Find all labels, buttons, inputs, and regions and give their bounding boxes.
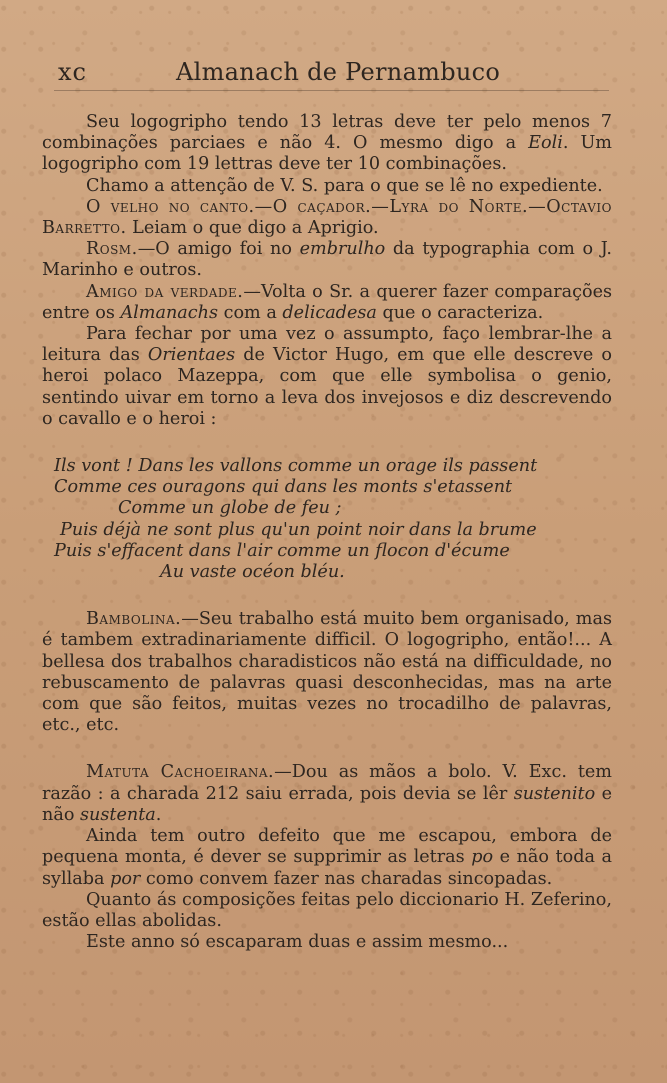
paragraph-este-anno: Este anno só escaparam duas e assim mesmo... bbox=[86, 932, 509, 953]
page-header bbox=[58, 58, 607, 92]
paragraph-rosm: Rosm.—O amigo foi no embrulho da typographia com o J. Marinho e outros. bbox=[42, 239, 612, 281]
paragraph-amigo-da-verdade: Amigo da verdade.—Volta o Sr. a querer fazer comparações entre os Almanachs com a delicadesa que o caracteriza. bbox=[42, 281, 613, 323]
poem-quotation bbox=[54, 456, 612, 583]
poem-line: Puis déjà ne sont plus qu'un point noir dans la brume bbox=[60, 519, 537, 540]
poem-line: Puis s'effacent dans l'air comme un flocon d'écume bbox=[54, 540, 510, 561]
poem-line: Ils vont ! Dans les vallons comme un orage ils passent bbox=[54, 456, 538, 477]
paragraph-mazeppa: Para fechar por uma vez o assumpto, faço lembrar-lhe a leitura das Orientaes de Victor Hugo, em que elle descreve o heroi polaco Mazeppa, com que elle symbolisa o genio, sentindo uivar em torno a leva dos invejosos e diz descrevendo o cavallo e o heroi : bbox=[42, 324, 612, 429]
paragraph-diccionario: Quanto ás composições feitas pelo diccionario H. Zeferino, estão ellas abolidas. bbox=[42, 889, 612, 931]
paragraph-aprigio: O velho no canto.—O caçador.—Lyra do Norte.—Octavio Barretto. Leiam o que digo a Aprigio. bbox=[42, 196, 612, 239]
running-title: Almanach de Pernambuco bbox=[176, 58, 501, 86]
paragraph-logogripho: Seu logogripho tendo 13 letras deve ter pelo menos 7 combinações parciaes e não 4. O mesmo digo a Eoli. Um logogripho com 19 lettras deve ter 10 combinações. bbox=[42, 112, 612, 175]
paragraph-matuta: Matuta Cachoeirana.—Dou as mãos a bolo. V. Exc. tem razão : a charada 212 saiu errada, pois devia se lêr sustenito e não sustenta. bbox=[42, 762, 613, 825]
paragraph-gap bbox=[42, 736, 612, 762]
poem-line: Comme un globe de feu ; bbox=[118, 498, 342, 519]
page-number: xc bbox=[58, 58, 87, 86]
paragraph-expediente: Chamo a attenção de V. S. para o que se lê no expediente. bbox=[86, 175, 603, 196]
paragraph-defeito: Ainda tem outro defeito que me escapou, embora de pequena monta, é dever se supprimir as letras po e não toda a syllaba por como convem fazer nas charadas sincopadas. bbox=[42, 826, 612, 889]
paragraph-bambolina: Bambolina.—Seu trabalho está muito bem organisado, mas é tambem extradinariamente difficil. O logogripho, então!... A bellesa dos trabalhos charadisticos não está na difficuldade, no rebuscamento de palavras quasi desconhecidas, mas na arte com que são feitos, muitas vezes no trocadilho de palavras, etc., etc. bbox=[42, 609, 612, 736]
body-text bbox=[42, 112, 612, 953]
header-rule bbox=[54, 90, 609, 91]
poem-line: Comme ces ouragons qui dans les monts s'etassent bbox=[54, 477, 513, 498]
poem-line: Au vaste océon bléu. bbox=[160, 562, 345, 583]
